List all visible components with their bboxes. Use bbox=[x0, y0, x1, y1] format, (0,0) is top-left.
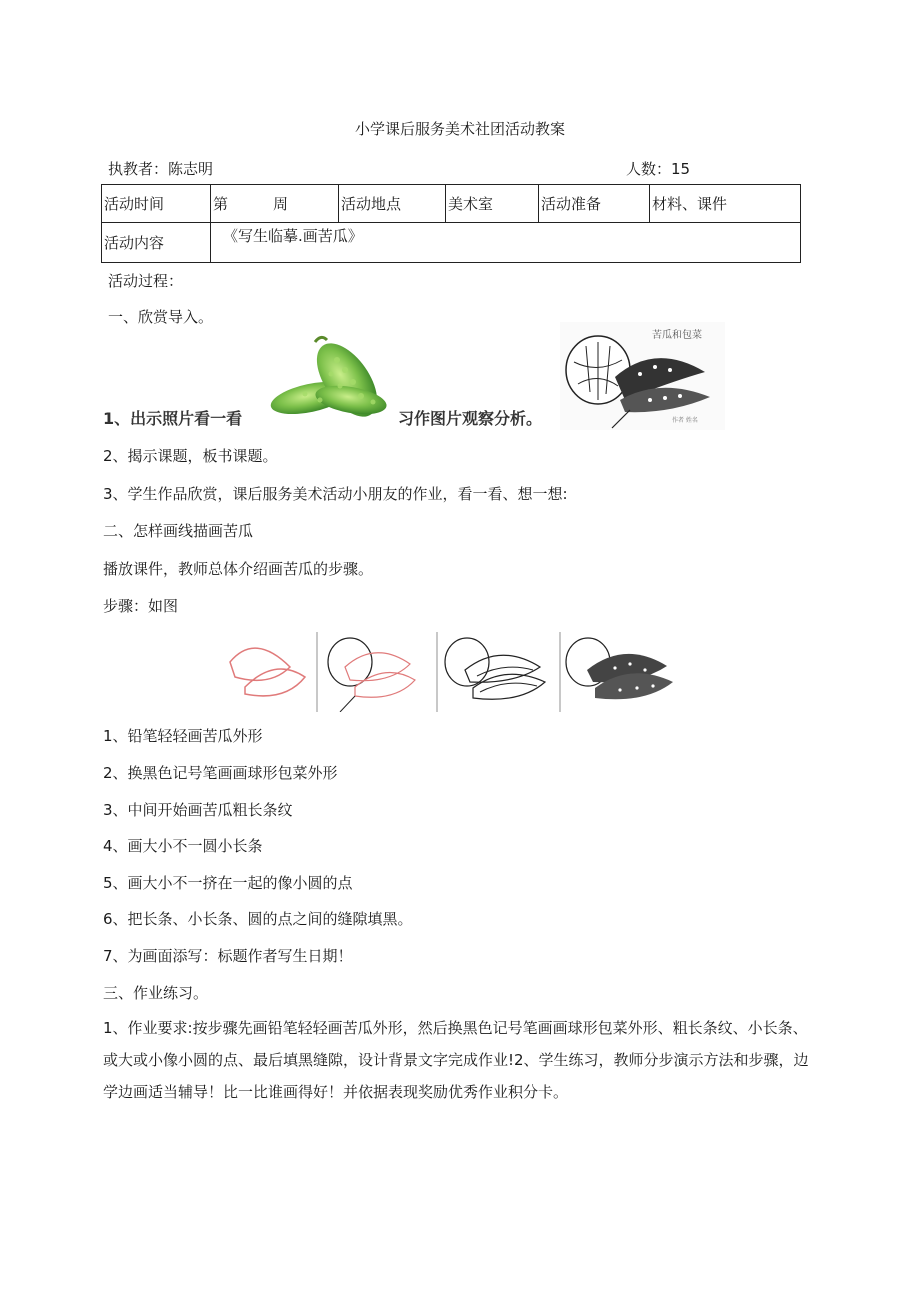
steps-label: 步骤：如图 bbox=[103, 597, 179, 615]
section1-heading: 一、欣赏导入。 bbox=[108, 308, 214, 326]
step-panel-1 bbox=[230, 648, 305, 696]
section2-heading: 二、怎样画线描画苦瓜 bbox=[103, 522, 254, 540]
homework-requirements: 1、作业要求:按步骤先画铅笔轻轻画苦瓜外形，然后换黑色记号笔画画球形包菜外形、粗长条纹、小长条、或大或小像小圆的点、最后填黑缝隙，设计背景文字完成作业!2、学生练习，教师分步演示方法和步骤，边学边画适当辅导！比一比谁画得好！并依据表现奖励优秀作业积分卡。 bbox=[103, 1019, 809, 1101]
step-panel-4 bbox=[566, 638, 673, 699]
teacher-name: 执教者：陈志明 bbox=[108, 160, 214, 178]
step-5: 5、画大小不一挤在一起的像小圆的点 bbox=[103, 874, 353, 892]
table-cell: 活动内容 bbox=[102, 223, 211, 263]
step-6: 6、把长条、小长条、圆的点之间的缝隙填黑。 bbox=[103, 910, 413, 928]
table-row bbox=[102, 223, 801, 263]
step-2: 2、换黑色记号笔画画球形包菜外形 bbox=[103, 764, 338, 782]
table-cell: 活动地点 bbox=[339, 185, 446, 223]
step-panel-3 bbox=[445, 638, 545, 699]
table-cell: 《写生临摹.画苦瓜》 bbox=[211, 223, 801, 263]
table-cell: 美术室 bbox=[446, 185, 539, 223]
table-cell: 第 周 bbox=[211, 185, 339, 223]
student-count: 人数：15 bbox=[626, 160, 691, 178]
process-label: 活动过程： bbox=[108, 272, 184, 290]
item2: 2、揭示课题，板书课题。 bbox=[103, 447, 278, 465]
step-3: 3、中间开始画苦瓜粗长条纹 bbox=[103, 801, 293, 819]
steps-illustration bbox=[215, 632, 680, 712]
student-line-drawing bbox=[560, 322, 725, 430]
table-cell: 活动时间 bbox=[102, 185, 211, 223]
bitter-melon-photo bbox=[265, 330, 393, 428]
step-panels bbox=[215, 632, 680, 712]
drawing-signature: 作者 姓名 bbox=[672, 417, 698, 424]
table-cell: 活动准备 bbox=[539, 185, 650, 223]
step-7: 7、为画面添写：标题作者写生日期！ bbox=[103, 947, 353, 965]
section3-heading: 三、作业练习。 bbox=[103, 984, 209, 1002]
step-1: 1、铅笔轻轻画苦瓜外形 bbox=[103, 727, 263, 745]
drawing-caption: 苦瓜和包菜 bbox=[652, 330, 702, 341]
section2-intro: 播放课件，教师总体介绍画苦瓜的步骤。 bbox=[103, 560, 374, 578]
item3: 3、学生作品欣赏，课后服务美术活动小朋友的作业，看一看、想一想: bbox=[103, 485, 568, 503]
step-4: 4、画大小不一圆小长条 bbox=[103, 837, 263, 855]
item1-left: 1、出示照片看一看 bbox=[103, 409, 243, 428]
table-row bbox=[102, 185, 801, 223]
activity-info-table bbox=[101, 184, 801, 263]
document-title: 小学课后服务美术社团活动教案 bbox=[354, 120, 565, 138]
table-cell: 材料、课件 bbox=[650, 185, 801, 223]
step-panel-2 bbox=[328, 638, 415, 712]
item1-right: 习作图片观察分析。 bbox=[398, 409, 543, 428]
